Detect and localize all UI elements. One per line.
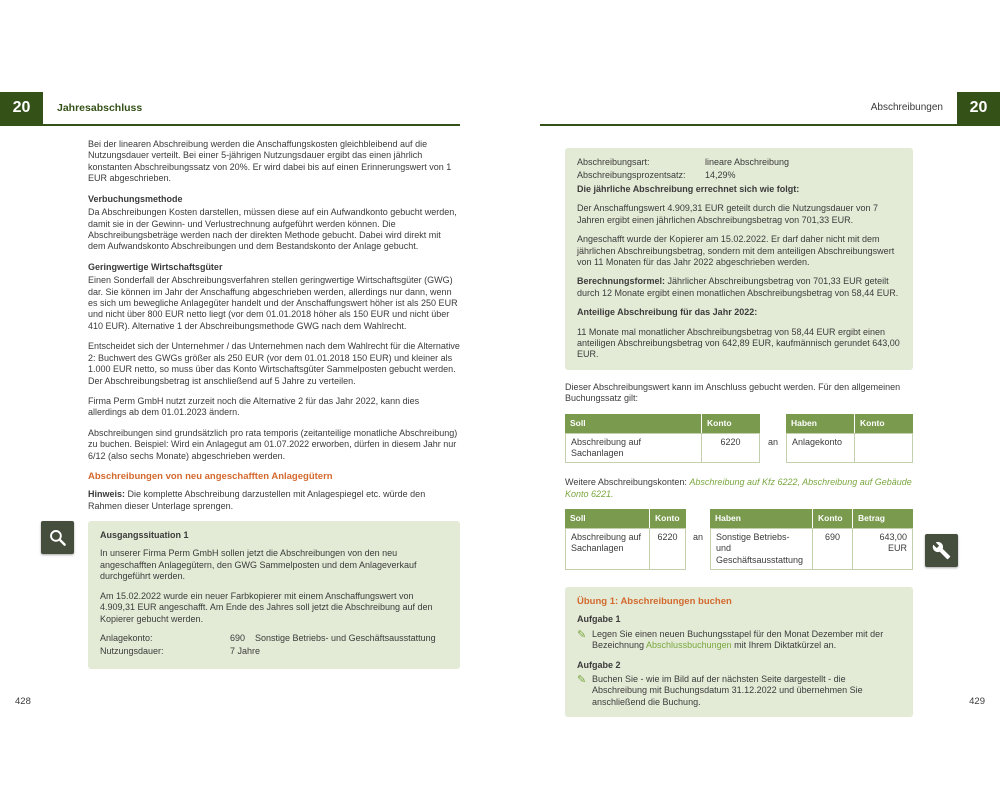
hinweis-text: Die komplette Abschreibung darzustellen mit Anlagespiegel etc. würde den Rahmen dieser Unterlage sprengen. (88, 489, 426, 511)
heading-gwg: Geringwertige Wirtschaftsgüter (88, 261, 223, 272)
table2-header-konto-soll: Konto (650, 509, 686, 528)
aufgabe-1-text-pre: Legen Sie einen neuen Buchungsstapel für den Monat Dezember mit der Bezeichnung (592, 628, 884, 651)
ausgangssituation-box (88, 521, 460, 669)
aufgabe-2-item (577, 674, 901, 708)
table1-cell-soll: Abschreibung auf Sachanlagen (565, 433, 702, 464)
chapter-number-left: 20 (0, 92, 43, 125)
table1-cell-konto-haben (855, 433, 913, 464)
table2-header-konto-haben: Konto (813, 509, 853, 528)
aufgabe-2-text: Buchen Sie - wie im Bild auf der nächsten Seite dargestellt - die Abschreibung mit Buchungsdatum 31.12.2022 und übernehmen Sie anschließend die Buchung. (592, 674, 863, 707)
abschreibungsart-value: lineare Abschreibung (705, 157, 790, 167)
abschreibungsprozentsatz-row (577, 170, 901, 181)
table1-header-haben: Haben (786, 414, 855, 433)
pencil-icon: ✎ (577, 674, 587, 687)
right-page-content (565, 148, 913, 717)
aufgabe-1-link: Abschlussbuchungen (646, 640, 732, 651)
abschreibungsprozentsatz-label: Abschreibungsprozentsatz: (577, 170, 686, 181)
heading-neu-angeschaffte-anlagegueter: Abschreibungen von neu angeschafften Anlagegütern (88, 471, 333, 483)
heading-jaehrliche-abschreibung: Die jährliche Abschreibung errechnet sich wie folgt: (577, 183, 800, 194)
para-buchungssatz-intro: Dieser Abschreibungswert kann im Anschluss gebucht werden. Für den allgemeinen Buchungssatz gilt: (565, 381, 901, 404)
table2-cell-an: an (692, 532, 703, 542)
table2-header-haben: Haben (710, 509, 813, 528)
uebung-box (565, 587, 913, 717)
table2-cell-konto-haben: 690 (813, 528, 853, 570)
left-page-content (88, 139, 460, 669)
magnifier-icon (41, 521, 74, 554)
berechnungsformel-label: Berechnungsformel: (577, 276, 666, 287)
para-gwg-1: Einen Sonderfall der Abschreibungsverfahren stellen geringwertige Wirtschaftsgüter (GWG) dar. Sie können im Jahr der Anschaffung abgeschrieben werden, allerdings nur dann, wenn es sich um bewegliche Anlagegüter handelt und der Anschaffungswert höher ist als 250 EUR und nicht über 800 EUR netto liegt (vor dem 01.01.2018 höher als 150 EUR und nicht über 410 EUR). Alternative 1 der Abschreibungsmethode GWG nach dem Wahlrecht. (88, 275, 458, 331)
ausgangssituation-para-2: Am 15.02.2022 wurde ein neuer Farbkopierer mit einem Anschaffungswert von 4.909,31 EUR angeschafft. Am Ende des Jahres soll jetzt die Abschreibung auf den Kopierer gebucht werden. (100, 590, 433, 624)
table1-header-konto-soll: Konto (702, 414, 760, 433)
abschreibungsart-row (577, 157, 901, 168)
anlagekonto-label: Anlagekonto: (100, 632, 153, 643)
abschreibungsprozentsatz-value: 14,29% (705, 170, 736, 181)
aufgabe-1-label: Aufgabe 1 (577, 614, 621, 625)
ausgangssituation-para-1: In unserer Firma Perm GmbH sollen jetzt die Abschreibungen von den neu angeschafften Anlagegütern, den GWG Sammelposten und dem Anlageverkauf durchgeführt werden. (100, 548, 417, 582)
table2-cell-betrag: 643,00 EUR (853, 528, 913, 570)
weitere-konten-accounts: Abschreibung auf Kfz 6222, Abschreibung auf Gebäude Konto 6221. (565, 477, 912, 499)
booking-table-concrete (565, 509, 913, 570)
table1-cell-an: an (767, 436, 778, 447)
table1-header-konto-haben: Konto (855, 414, 913, 433)
para-verbuchungsmethode: Da Abschreibungen Kosten darstellen, müssen diese auf ein Aufwandkonto gebucht werden, damit sie in der Gewinn- und Verlustrechnung aufgeführt werden können. Die Abschreibungsbeträge werden nach der direkten Methode gebucht. Dabei wird direkt mit dem Aufwandskonto Abschreibungen und dem Bestandskonto der Anlage gebucht. (88, 207, 457, 252)
uebung-title: Übung 1: Abschreibungen buchen (577, 596, 732, 608)
table2-cell-soll: Abschreibung auf Sachanlagen (565, 528, 650, 570)
pencil-icon: ✎ (577, 628, 587, 641)
nutzungsdauer-row (100, 646, 448, 657)
aufgabe-1-text (592, 629, 901, 652)
weitere-konten-label: Weitere Abschreibungskonten: (565, 477, 690, 488)
berechnungsformel-text: Jährlicher Abschreibungsbetrag von 701,33 EUR geteilt durch 12 Monate ergibt einen monatlichen Abschreibungsbetrag von 58,44 EUR. (577, 276, 899, 298)
aufgabe-2-label: Aufgabe 2 (577, 659, 621, 670)
para-berechnungsformel (577, 276, 901, 299)
para-weitere-konten (565, 477, 913, 500)
table2-cell-haben: Sonstige Betriebs- und Geschäftsausstattung (710, 528, 813, 570)
aufgabe-1-text-post: mit Ihrem Diktatkürzel an. (731, 640, 837, 651)
nutzungsdauer-label: Nutzungsdauer: (100, 646, 164, 657)
para-hinweis (88, 489, 460, 512)
abschreibung-info-box (565, 148, 913, 370)
para-pro-rata: Abschreibungen sind grundsätzlich pro rata temporis (zeitanteilige monatliche Abschreibung) zu buchen. Beispiel: Wird ein Anlagegut am 01.07.2022 erworben, dürfen in diesem Jahr nur 6/12 (also sechs Monate) abgeschrieben werden. (88, 427, 458, 461)
heading-anteilige-abschreibung: Anteilige Abschreibung für das Jahr 2022: (577, 307, 758, 318)
hinweis-label: Hinweis: (88, 489, 126, 500)
anlagekonto-value: 690 Sonstige Betriebs- und Geschäftsausstattung (230, 632, 436, 643)
table1-cell-haben: Anlagekonto (786, 433, 855, 464)
booking-table-general (565, 414, 913, 464)
para-ergebnis: 11 Monate mal monatlicher Abschreibungsbetrag von 58,44 EUR ergibt einen anteiligen Abschreibungsbetrag von 642,89 EUR, kaufmännisch gerundet 643,00 EUR. (577, 326, 900, 360)
aufgabe-1-item (577, 629, 901, 652)
section-title-left: Jahresabschluss (57, 101, 143, 114)
para-linear-abschreibung: Bei der linearen Abschreibung werden die Anschaffungskosten gleichbleibend auf die Nutzungsdauer verteilt. Bei einer 5-jährigen Nutzungsdauer ergibt das einen jährlich konstanten Abschreibungssatz von 20%. Er wird dabei bis auf einen Erinnerungswert von 1 EUR abgeschrieben. (88, 139, 452, 184)
header-rule-left (0, 124, 460, 126)
table1-cell-konto-soll: 6220 (702, 433, 760, 464)
chapter-number-right: 20 (957, 92, 1000, 125)
ausgangssituation-title: Ausgangssituation 1 (100, 530, 189, 541)
table2-cell-konto-soll: 6220 (650, 528, 686, 570)
page-number-right: 429 (969, 696, 985, 707)
table2-header-betrag: Betrag (853, 509, 913, 528)
abschreibungsart-label: Abschreibungsart: (577, 157, 650, 167)
para-jahresbetrag: Der Anschaffungswert 4.909,31 EUR geteilt durch die Nutzungsdauer von 7 Jahren ergibt einen jährlichen Abschreibungsbetrag von 701,33 EUR. (577, 203, 879, 225)
para-firma-perm: Firma Perm GmbH nutzt zurzeit noch die Alternative 2 für das Jahr 2022, kann dies allerdings ab dem 01.01.2023 ändern. (88, 396, 420, 418)
anlagekonto-row (100, 633, 448, 644)
table1-header-soll: Soll (565, 414, 702, 433)
wrench-icon (925, 534, 958, 567)
heading-verbuchungsmethode: Verbuchungsmethode (88, 193, 183, 204)
para-anteiliger-wert: Angeschafft wurde der Kopierer am 15.02.2022. Er darf daher nicht mit dem jährlichen Abschreibungsbetrag, sondern mit dem anteiligen Abschreibungswert von 11 Monaten für das Jahr 2022 abgeschrieben werden. (577, 234, 895, 267)
nutzungsdauer-value: 7 Jahre (230, 646, 261, 657)
para-gwg-2: Entscheidet sich der Unternehmer / das Unternehmen nach dem Wahlrecht für die Alternative 2: Buchwert des GWGs größer als 250 EUR (vor dem 01.01.2018 150 EUR) und kleiner als 1.000 EUR netto, so muss über das Konto Wirtschaftsgüter Sammelposten gebucht werden. Der Abschreibungsbetrag ist anschließend auf 5 Jahre zu verteilen. (88, 341, 460, 386)
section-title-right: Abschreibungen (870, 102, 943, 114)
page-number-left: 428 (15, 696, 31, 707)
table2-header-soll: Soll (565, 509, 650, 528)
